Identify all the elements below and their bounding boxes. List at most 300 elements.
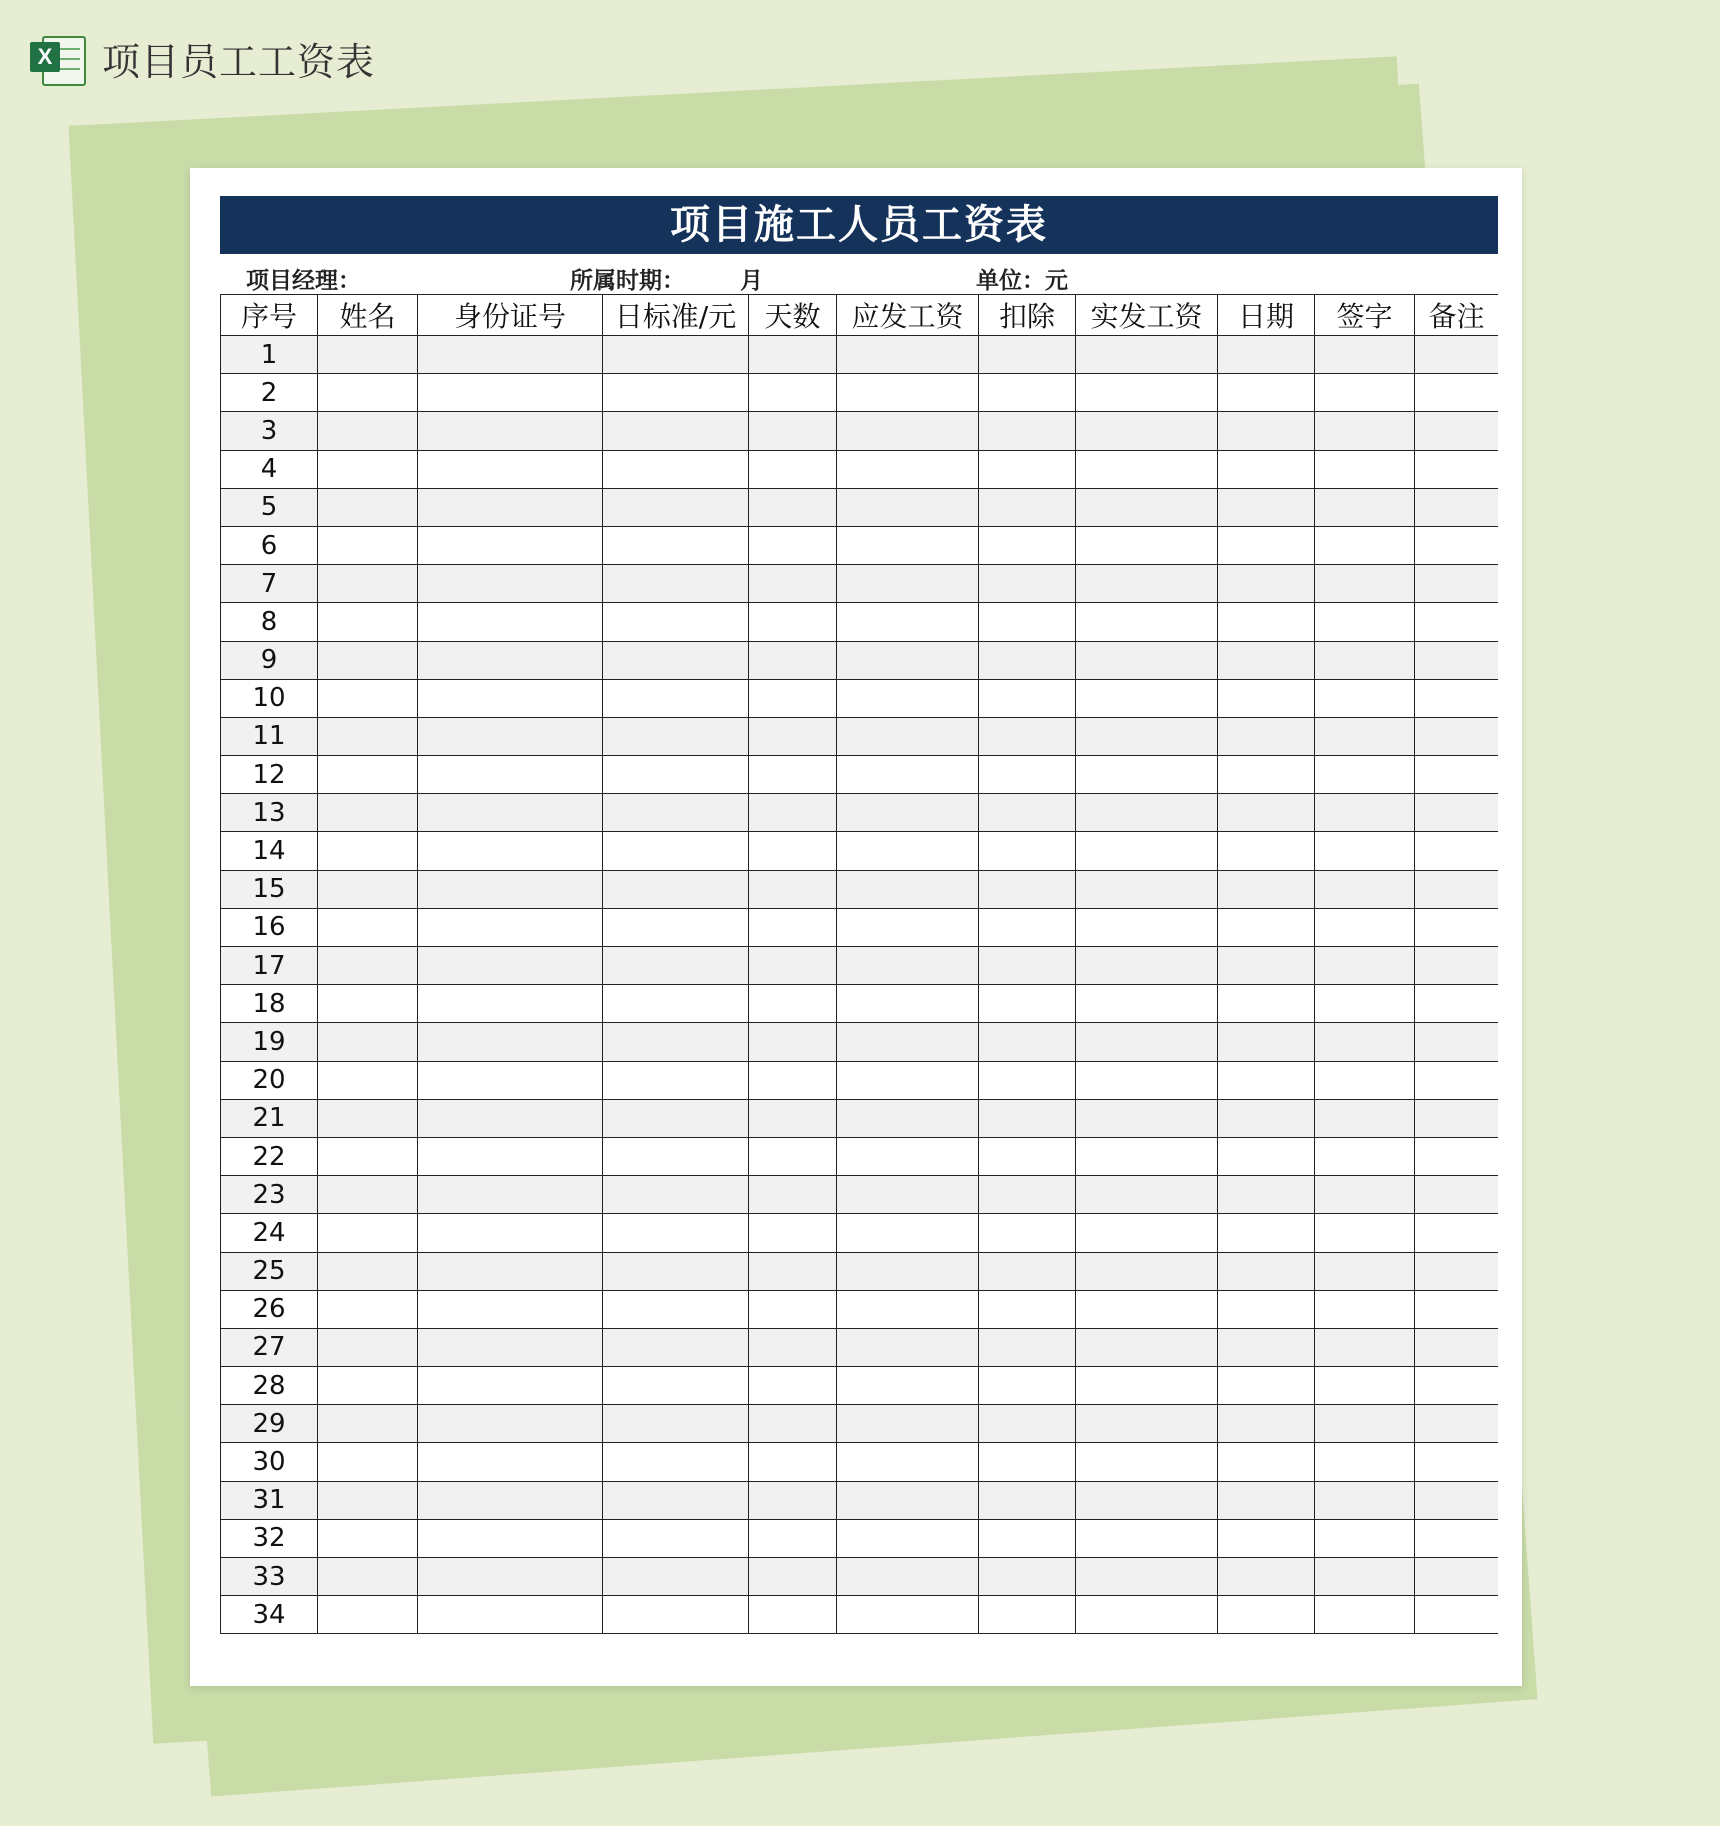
data-cell[interactable] bbox=[837, 641, 979, 679]
data-cell[interactable] bbox=[1415, 832, 1499, 870]
data-cell[interactable] bbox=[318, 374, 418, 412]
data-cell[interactable] bbox=[603, 374, 749, 412]
data-cell[interactable] bbox=[1415, 1367, 1499, 1405]
data-cell[interactable] bbox=[318, 641, 418, 679]
data-cell[interactable] bbox=[979, 565, 1076, 603]
data-cell[interactable] bbox=[603, 641, 749, 679]
row-number-cell[interactable]: 19 bbox=[221, 1023, 318, 1061]
data-cell[interactable] bbox=[318, 1290, 418, 1328]
data-cell[interactable] bbox=[1315, 488, 1415, 526]
data-cell[interactable] bbox=[1076, 717, 1218, 755]
data-cell[interactable] bbox=[979, 374, 1076, 412]
row-number-cell[interactable]: 22 bbox=[221, 1137, 318, 1175]
data-cell[interactable] bbox=[1218, 336, 1315, 374]
row-number-cell[interactable]: 18 bbox=[221, 985, 318, 1023]
data-cell[interactable] bbox=[1076, 336, 1218, 374]
data-cell[interactable] bbox=[979, 603, 1076, 641]
data-cell[interactable] bbox=[979, 717, 1076, 755]
data-cell[interactable] bbox=[1415, 717, 1499, 755]
row-number-cell[interactable]: 21 bbox=[221, 1099, 318, 1137]
data-cell[interactable] bbox=[837, 603, 979, 641]
data-cell[interactable] bbox=[979, 1023, 1076, 1061]
data-cell[interactable] bbox=[749, 985, 837, 1023]
data-cell[interactable] bbox=[318, 832, 418, 870]
data-cell[interactable] bbox=[1218, 1061, 1315, 1099]
data-cell[interactable] bbox=[749, 794, 837, 832]
data-cell[interactable] bbox=[1315, 756, 1415, 794]
data-cell[interactable] bbox=[749, 947, 837, 985]
data-cell[interactable] bbox=[979, 1481, 1076, 1519]
data-cell[interactable] bbox=[318, 1137, 418, 1175]
data-cell[interactable] bbox=[749, 1596, 837, 1634]
data-cell[interactable] bbox=[1076, 412, 1218, 450]
row-number-cell[interactable]: 14 bbox=[221, 832, 318, 870]
data-cell[interactable] bbox=[749, 1137, 837, 1175]
data-cell[interactable] bbox=[1076, 1596, 1218, 1634]
data-cell[interactable] bbox=[1218, 1367, 1315, 1405]
data-cell[interactable] bbox=[418, 794, 603, 832]
row-number-cell[interactable]: 26 bbox=[221, 1290, 318, 1328]
data-cell[interactable] bbox=[318, 1023, 418, 1061]
data-cell[interactable] bbox=[418, 756, 603, 794]
data-cell[interactable] bbox=[1076, 374, 1218, 412]
data-cell[interactable] bbox=[837, 565, 979, 603]
data-cell[interactable] bbox=[418, 374, 603, 412]
data-cell[interactable] bbox=[1076, 1290, 1218, 1328]
data-cell[interactable] bbox=[1218, 1290, 1315, 1328]
data-cell[interactable] bbox=[418, 565, 603, 603]
data-cell[interactable] bbox=[1218, 1558, 1315, 1596]
data-cell[interactable] bbox=[318, 679, 418, 717]
data-cell[interactable] bbox=[1076, 1176, 1218, 1214]
data-cell[interactable] bbox=[1076, 794, 1218, 832]
data-cell[interactable] bbox=[979, 1252, 1076, 1290]
data-cell[interactable] bbox=[979, 794, 1076, 832]
data-cell[interactable] bbox=[603, 1328, 749, 1366]
data-cell[interactable] bbox=[1415, 679, 1499, 717]
data-cell[interactable] bbox=[1218, 412, 1315, 450]
data-cell[interactable] bbox=[1415, 1443, 1499, 1481]
data-cell[interactable] bbox=[749, 679, 837, 717]
data-cell[interactable] bbox=[837, 1405, 979, 1443]
data-cell[interactable] bbox=[1315, 870, 1415, 908]
data-cell[interactable] bbox=[418, 1367, 603, 1405]
data-cell[interactable] bbox=[418, 526, 603, 564]
data-cell[interactable] bbox=[1218, 488, 1315, 526]
data-cell[interactable] bbox=[1415, 1519, 1499, 1557]
data-cell[interactable] bbox=[1218, 526, 1315, 564]
data-cell[interactable] bbox=[749, 1214, 837, 1252]
data-cell[interactable] bbox=[603, 1214, 749, 1252]
data-cell[interactable] bbox=[418, 717, 603, 755]
data-cell[interactable] bbox=[1315, 1176, 1415, 1214]
data-cell[interactable] bbox=[749, 1367, 837, 1405]
data-cell[interactable] bbox=[1218, 1252, 1315, 1290]
data-cell[interactable] bbox=[1076, 1023, 1218, 1061]
data-cell[interactable] bbox=[1315, 1367, 1415, 1405]
data-cell[interactable] bbox=[1315, 603, 1415, 641]
data-cell[interactable] bbox=[749, 1405, 837, 1443]
data-cell[interactable] bbox=[1076, 603, 1218, 641]
data-cell[interactable] bbox=[603, 1596, 749, 1634]
data-cell[interactable] bbox=[603, 1023, 749, 1061]
data-cell[interactable] bbox=[318, 450, 418, 488]
data-cell[interactable] bbox=[603, 1061, 749, 1099]
data-cell[interactable] bbox=[1076, 1443, 1218, 1481]
data-cell[interactable] bbox=[418, 1405, 603, 1443]
data-cell[interactable] bbox=[1415, 1214, 1499, 1252]
data-cell[interactable] bbox=[837, 1252, 979, 1290]
data-cell[interactable] bbox=[979, 1328, 1076, 1366]
data-cell[interactable] bbox=[1415, 1252, 1499, 1290]
data-cell[interactable] bbox=[837, 908, 979, 946]
data-cell[interactable] bbox=[1415, 412, 1499, 450]
data-cell[interactable] bbox=[603, 1405, 749, 1443]
data-cell[interactable] bbox=[418, 1558, 603, 1596]
data-cell[interactable] bbox=[1218, 1481, 1315, 1519]
row-number-cell[interactable]: 6 bbox=[221, 526, 318, 564]
data-cell[interactable] bbox=[1218, 1099, 1315, 1137]
data-cell[interactable] bbox=[418, 488, 603, 526]
data-cell[interactable] bbox=[979, 1558, 1076, 1596]
data-cell[interactable] bbox=[1218, 1328, 1315, 1366]
data-cell[interactable] bbox=[603, 1176, 749, 1214]
data-cell[interactable] bbox=[418, 1596, 603, 1634]
data-cell[interactable] bbox=[749, 1252, 837, 1290]
data-cell[interactable] bbox=[749, 908, 837, 946]
data-cell[interactable] bbox=[603, 947, 749, 985]
data-cell[interactable] bbox=[1218, 1596, 1315, 1634]
data-cell[interactable] bbox=[1315, 1137, 1415, 1175]
data-cell[interactable] bbox=[979, 1214, 1076, 1252]
data-cell[interactable] bbox=[318, 1061, 418, 1099]
data-cell[interactable] bbox=[418, 1061, 603, 1099]
data-cell[interactable] bbox=[418, 908, 603, 946]
data-cell[interactable] bbox=[837, 679, 979, 717]
data-cell[interactable] bbox=[1415, 1290, 1499, 1328]
data-cell[interactable] bbox=[318, 488, 418, 526]
data-cell[interactable] bbox=[1315, 1061, 1415, 1099]
data-cell[interactable] bbox=[1076, 1367, 1218, 1405]
data-cell[interactable] bbox=[1218, 985, 1315, 1023]
data-cell[interactable] bbox=[837, 1290, 979, 1328]
row-number-cell[interactable]: 25 bbox=[221, 1252, 318, 1290]
data-cell[interactable] bbox=[1315, 908, 1415, 946]
data-cell[interactable] bbox=[979, 947, 1076, 985]
data-cell[interactable] bbox=[603, 908, 749, 946]
data-cell[interactable] bbox=[979, 985, 1076, 1023]
row-number-cell[interactable]: 15 bbox=[221, 870, 318, 908]
data-cell[interactable] bbox=[1315, 641, 1415, 679]
data-cell[interactable] bbox=[1076, 832, 1218, 870]
data-cell[interactable] bbox=[1315, 794, 1415, 832]
data-cell[interactable] bbox=[837, 1214, 979, 1252]
data-cell[interactable] bbox=[318, 1176, 418, 1214]
data-cell[interactable] bbox=[979, 1176, 1076, 1214]
data-cell[interactable] bbox=[1076, 565, 1218, 603]
data-cell[interactable] bbox=[1415, 603, 1499, 641]
data-cell[interactable] bbox=[1315, 985, 1415, 1023]
data-cell[interactable] bbox=[837, 1328, 979, 1366]
data-cell[interactable] bbox=[979, 412, 1076, 450]
data-cell[interactable] bbox=[418, 450, 603, 488]
row-number-cell[interactable]: 4 bbox=[221, 450, 318, 488]
data-cell[interactable] bbox=[418, 336, 603, 374]
row-number-cell[interactable]: 28 bbox=[221, 1367, 318, 1405]
data-cell[interactable] bbox=[1315, 450, 1415, 488]
data-cell[interactable] bbox=[1415, 1596, 1499, 1634]
data-cell[interactable] bbox=[979, 1596, 1076, 1634]
data-cell[interactable] bbox=[837, 1099, 979, 1137]
data-cell[interactable] bbox=[1415, 756, 1499, 794]
data-cell[interactable] bbox=[749, 526, 837, 564]
row-number-cell[interactable]: 7 bbox=[221, 565, 318, 603]
data-cell[interactable] bbox=[979, 1443, 1076, 1481]
data-cell[interactable] bbox=[749, 832, 837, 870]
data-cell[interactable] bbox=[1315, 336, 1415, 374]
data-cell[interactable] bbox=[837, 1558, 979, 1596]
data-cell[interactable] bbox=[603, 1252, 749, 1290]
data-cell[interactable] bbox=[1218, 374, 1315, 412]
data-cell[interactable] bbox=[749, 1443, 837, 1481]
data-cell[interactable] bbox=[1076, 679, 1218, 717]
data-cell[interactable] bbox=[1415, 870, 1499, 908]
data-cell[interactable] bbox=[1076, 450, 1218, 488]
data-cell[interactable] bbox=[837, 1061, 979, 1099]
data-cell[interactable] bbox=[837, 450, 979, 488]
data-cell[interactable] bbox=[979, 908, 1076, 946]
data-cell[interactable] bbox=[837, 1023, 979, 1061]
data-cell[interactable] bbox=[418, 985, 603, 1023]
data-cell[interactable] bbox=[1218, 1023, 1315, 1061]
row-number-cell[interactable]: 5 bbox=[221, 488, 318, 526]
data-cell[interactable] bbox=[1315, 1252, 1415, 1290]
data-cell[interactable] bbox=[1415, 488, 1499, 526]
data-cell[interactable] bbox=[749, 717, 837, 755]
data-cell[interactable] bbox=[1415, 1328, 1499, 1366]
data-cell[interactable] bbox=[1415, 1176, 1499, 1214]
data-cell[interactable] bbox=[1315, 1328, 1415, 1366]
data-cell[interactable] bbox=[979, 832, 1076, 870]
row-number-cell[interactable]: 16 bbox=[221, 908, 318, 946]
data-cell[interactable] bbox=[979, 1405, 1076, 1443]
data-cell[interactable] bbox=[749, 1176, 837, 1214]
data-cell[interactable] bbox=[603, 756, 749, 794]
data-cell[interactable] bbox=[1218, 1443, 1315, 1481]
data-cell[interactable] bbox=[1218, 756, 1315, 794]
data-cell[interactable] bbox=[318, 1214, 418, 1252]
data-cell[interactable] bbox=[837, 756, 979, 794]
data-cell[interactable] bbox=[979, 488, 1076, 526]
row-number-cell[interactable]: 33 bbox=[221, 1558, 318, 1596]
data-cell[interactable] bbox=[603, 526, 749, 564]
data-cell[interactable] bbox=[749, 336, 837, 374]
data-cell[interactable] bbox=[418, 1176, 603, 1214]
data-cell[interactable] bbox=[318, 1519, 418, 1557]
data-cell[interactable] bbox=[1415, 374, 1499, 412]
data-cell[interactable] bbox=[1218, 603, 1315, 641]
data-cell[interactable] bbox=[418, 1290, 603, 1328]
row-number-cell[interactable]: 1 bbox=[221, 336, 318, 374]
data-cell[interactable] bbox=[749, 374, 837, 412]
row-number-cell[interactable]: 20 bbox=[221, 1061, 318, 1099]
data-cell[interactable] bbox=[318, 1328, 418, 1366]
data-cell[interactable] bbox=[1076, 870, 1218, 908]
data-cell[interactable] bbox=[603, 1290, 749, 1328]
row-number-cell[interactable]: 12 bbox=[221, 756, 318, 794]
data-cell[interactable] bbox=[979, 1099, 1076, 1137]
data-cell[interactable] bbox=[1218, 794, 1315, 832]
data-cell[interactable] bbox=[1315, 1214, 1415, 1252]
data-cell[interactable] bbox=[1415, 1061, 1499, 1099]
data-cell[interactable] bbox=[418, 1137, 603, 1175]
data-cell[interactable] bbox=[603, 832, 749, 870]
data-cell[interactable] bbox=[318, 908, 418, 946]
data-cell[interactable] bbox=[1415, 794, 1499, 832]
data-cell[interactable] bbox=[749, 1023, 837, 1061]
data-cell[interactable] bbox=[979, 1519, 1076, 1557]
data-cell[interactable] bbox=[1218, 565, 1315, 603]
row-number-cell[interactable]: 9 bbox=[221, 641, 318, 679]
data-cell[interactable] bbox=[603, 985, 749, 1023]
data-cell[interactable] bbox=[318, 603, 418, 641]
data-cell[interactable] bbox=[318, 1558, 418, 1596]
data-cell[interactable] bbox=[603, 1443, 749, 1481]
data-cell[interactable] bbox=[418, 947, 603, 985]
data-cell[interactable] bbox=[1315, 947, 1415, 985]
data-cell[interactable] bbox=[318, 756, 418, 794]
data-cell[interactable] bbox=[318, 1481, 418, 1519]
data-cell[interactable] bbox=[318, 336, 418, 374]
data-cell[interactable] bbox=[418, 641, 603, 679]
data-cell[interactable] bbox=[318, 947, 418, 985]
data-cell[interactable] bbox=[418, 1252, 603, 1290]
data-cell[interactable] bbox=[603, 1099, 749, 1137]
data-cell[interactable] bbox=[418, 1519, 603, 1557]
data-cell[interactable] bbox=[837, 412, 979, 450]
data-cell[interactable] bbox=[603, 717, 749, 755]
data-cell[interactable] bbox=[1076, 1214, 1218, 1252]
data-cell[interactable] bbox=[1415, 565, 1499, 603]
data-cell[interactable] bbox=[979, 1290, 1076, 1328]
data-cell[interactable] bbox=[318, 412, 418, 450]
data-cell[interactable] bbox=[837, 374, 979, 412]
data-cell[interactable] bbox=[837, 832, 979, 870]
data-cell[interactable] bbox=[1076, 1328, 1218, 1366]
data-cell[interactable] bbox=[418, 679, 603, 717]
row-number-cell[interactable]: 17 bbox=[221, 947, 318, 985]
row-number-cell[interactable]: 30 bbox=[221, 1443, 318, 1481]
data-cell[interactable] bbox=[1218, 1214, 1315, 1252]
data-cell[interactable] bbox=[1076, 488, 1218, 526]
data-cell[interactable] bbox=[1218, 908, 1315, 946]
data-cell[interactable] bbox=[1218, 450, 1315, 488]
data-cell[interactable] bbox=[837, 526, 979, 564]
data-cell[interactable] bbox=[1218, 832, 1315, 870]
data-cell[interactable] bbox=[418, 1481, 603, 1519]
data-cell[interactable] bbox=[749, 1290, 837, 1328]
row-number-cell[interactable]: 23 bbox=[221, 1176, 318, 1214]
data-cell[interactable] bbox=[749, 1558, 837, 1596]
data-cell[interactable] bbox=[749, 1519, 837, 1557]
data-cell[interactable] bbox=[318, 985, 418, 1023]
data-cell[interactable] bbox=[418, 870, 603, 908]
data-cell[interactable] bbox=[979, 870, 1076, 908]
data-cell[interactable] bbox=[318, 1099, 418, 1137]
data-cell[interactable] bbox=[749, 1061, 837, 1099]
data-cell[interactable] bbox=[318, 1405, 418, 1443]
data-cell[interactable] bbox=[418, 1443, 603, 1481]
data-cell[interactable] bbox=[603, 488, 749, 526]
data-cell[interactable] bbox=[418, 603, 603, 641]
data-cell[interactable] bbox=[1415, 985, 1499, 1023]
data-cell[interactable] bbox=[837, 1137, 979, 1175]
data-cell[interactable] bbox=[837, 488, 979, 526]
data-cell[interactable] bbox=[318, 565, 418, 603]
data-cell[interactable] bbox=[979, 679, 1076, 717]
data-cell[interactable] bbox=[603, 1481, 749, 1519]
data-cell[interactable] bbox=[979, 336, 1076, 374]
row-number-cell[interactable]: 32 bbox=[221, 1519, 318, 1557]
data-cell[interactable] bbox=[603, 336, 749, 374]
data-cell[interactable] bbox=[1218, 717, 1315, 755]
data-cell[interactable] bbox=[749, 412, 837, 450]
data-cell[interactable] bbox=[1415, 1023, 1499, 1061]
data-cell[interactable] bbox=[1415, 526, 1499, 564]
data-cell[interactable] bbox=[1315, 1596, 1415, 1634]
data-cell[interactable] bbox=[1315, 1099, 1415, 1137]
data-cell[interactable] bbox=[749, 870, 837, 908]
data-cell[interactable] bbox=[749, 565, 837, 603]
data-cell[interactable] bbox=[1315, 374, 1415, 412]
row-number-cell[interactable]: 27 bbox=[221, 1328, 318, 1366]
data-cell[interactable] bbox=[1076, 1405, 1218, 1443]
data-cell[interactable] bbox=[418, 832, 603, 870]
data-cell[interactable] bbox=[603, 870, 749, 908]
row-number-cell[interactable]: 29 bbox=[221, 1405, 318, 1443]
data-cell[interactable] bbox=[749, 450, 837, 488]
data-cell[interactable] bbox=[837, 1481, 979, 1519]
data-cell[interactable] bbox=[1076, 1481, 1218, 1519]
data-cell[interactable] bbox=[837, 717, 979, 755]
data-cell[interactable] bbox=[749, 1099, 837, 1137]
data-cell[interactable] bbox=[318, 1596, 418, 1634]
data-cell[interactable] bbox=[837, 1596, 979, 1634]
data-cell[interactable] bbox=[1415, 1481, 1499, 1519]
data-cell[interactable] bbox=[1076, 526, 1218, 564]
data-cell[interactable] bbox=[749, 488, 837, 526]
data-cell[interactable] bbox=[1076, 1099, 1218, 1137]
data-cell[interactable] bbox=[318, 1367, 418, 1405]
data-cell[interactable] bbox=[979, 641, 1076, 679]
data-cell[interactable] bbox=[1415, 947, 1499, 985]
data-cell[interactable] bbox=[837, 1367, 979, 1405]
data-cell[interactable] bbox=[1315, 1023, 1415, 1061]
data-cell[interactable] bbox=[837, 336, 979, 374]
data-cell[interactable] bbox=[1415, 1405, 1499, 1443]
data-cell[interactable] bbox=[603, 679, 749, 717]
data-cell[interactable] bbox=[318, 526, 418, 564]
data-cell[interactable] bbox=[1315, 526, 1415, 564]
data-cell[interactable] bbox=[1315, 679, 1415, 717]
data-cell[interactable] bbox=[837, 794, 979, 832]
data-cell[interactable] bbox=[603, 1519, 749, 1557]
data-cell[interactable] bbox=[1315, 1519, 1415, 1557]
data-cell[interactable] bbox=[1415, 336, 1499, 374]
data-cell[interactable] bbox=[1315, 565, 1415, 603]
data-cell[interactable] bbox=[1218, 1137, 1315, 1175]
data-cell[interactable] bbox=[837, 947, 979, 985]
